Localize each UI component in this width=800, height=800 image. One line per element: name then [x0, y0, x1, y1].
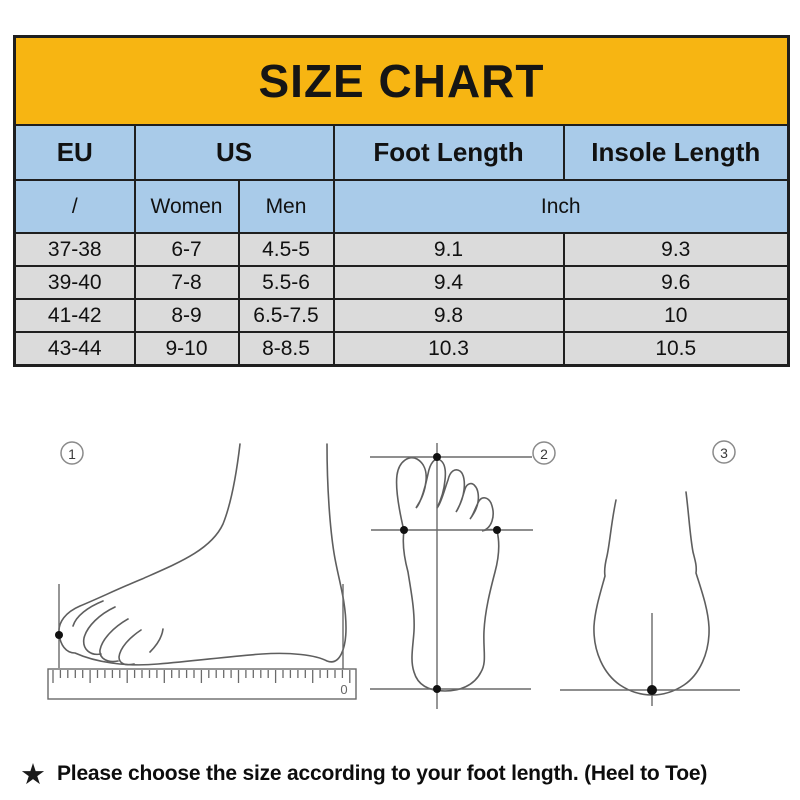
footprint-outline [397, 458, 499, 691]
star-icon: ★ [20, 756, 46, 791]
heel-center-dot [647, 685, 657, 695]
subheader-eu: / [15, 180, 135, 233]
toe-detail-lines [73, 601, 163, 665]
subheader-women: Women [135, 180, 239, 233]
page-title: SIZE CHART [15, 37, 789, 126]
toe-top-dot [433, 453, 441, 461]
cell-eu: 41-42 [15, 299, 135, 332]
cell-foot-length: 9.4 [334, 266, 564, 299]
diagram-heel-back-view [560, 441, 740, 706]
col-header-eu: EU [15, 125, 135, 180]
col-header-foot-length: Foot Length [334, 125, 564, 180]
cell-eu: 43-44 [15, 332, 135, 366]
footer-note-text: Please choose the size according to your foot length. (Heel to Toe) [57, 762, 708, 785]
cell-us-men: 6.5-7.5 [239, 299, 334, 332]
step-1-number: 1 [68, 446, 76, 462]
cell-foot-length: 9.1 [334, 233, 564, 266]
cell-eu: 37-38 [15, 233, 135, 266]
table-row [15, 299, 789, 332]
cell-us-women: 7-8 [135, 266, 239, 299]
diagram-side-foot-on-ruler [48, 442, 356, 699]
size-chart-table [13, 35, 790, 367]
footer-note [20, 754, 792, 794]
banner-row [15, 37, 789, 126]
cell-insole-length: 10 [564, 299, 789, 332]
table-row [15, 266, 789, 299]
cell-us-women: 9-10 [135, 332, 239, 366]
cell-us-men: 5.5-6 [239, 266, 334, 299]
table-row [15, 233, 789, 266]
subheader-unit: Inch [334, 180, 789, 233]
step-3-number: 3 [720, 445, 728, 461]
ball-left-dot [400, 526, 408, 534]
cell-eu: 39-40 [15, 266, 135, 299]
col-header-insole-length: Insole Length [564, 125, 789, 180]
header-row-1 [15, 125, 789, 180]
table-row [15, 332, 789, 366]
ruler-zero-label: 0 [340, 682, 348, 697]
ball-right-dot [493, 526, 501, 534]
cell-us-men: 8-8.5 [239, 332, 334, 366]
cell-insole-length: 9.6 [564, 266, 789, 299]
col-header-us: US [135, 125, 334, 180]
header-row-2 [15, 180, 789, 233]
heel-bottom-dot [433, 685, 441, 693]
cell-insole-length: 10.5 [564, 332, 789, 366]
heel-outline-left [594, 500, 652, 695]
cell-us-women: 8-9 [135, 299, 239, 332]
foot-side-outline [59, 444, 346, 665]
cell-us-men: 4.5-5 [239, 233, 334, 266]
diagram-footprint-top-view [370, 442, 555, 709]
cell-foot-length: 9.8 [334, 299, 564, 332]
cell-foot-length: 10.3 [334, 332, 564, 366]
measurement-diagrams [0, 420, 800, 730]
toe-point-dot [55, 631, 63, 639]
cell-insole-length: 9.3 [564, 233, 789, 266]
cell-us-women: 6-7 [135, 233, 239, 266]
heel-outline-right [652, 492, 709, 695]
subheader-men: Men [239, 180, 334, 233]
step-2-number: 2 [540, 446, 548, 462]
